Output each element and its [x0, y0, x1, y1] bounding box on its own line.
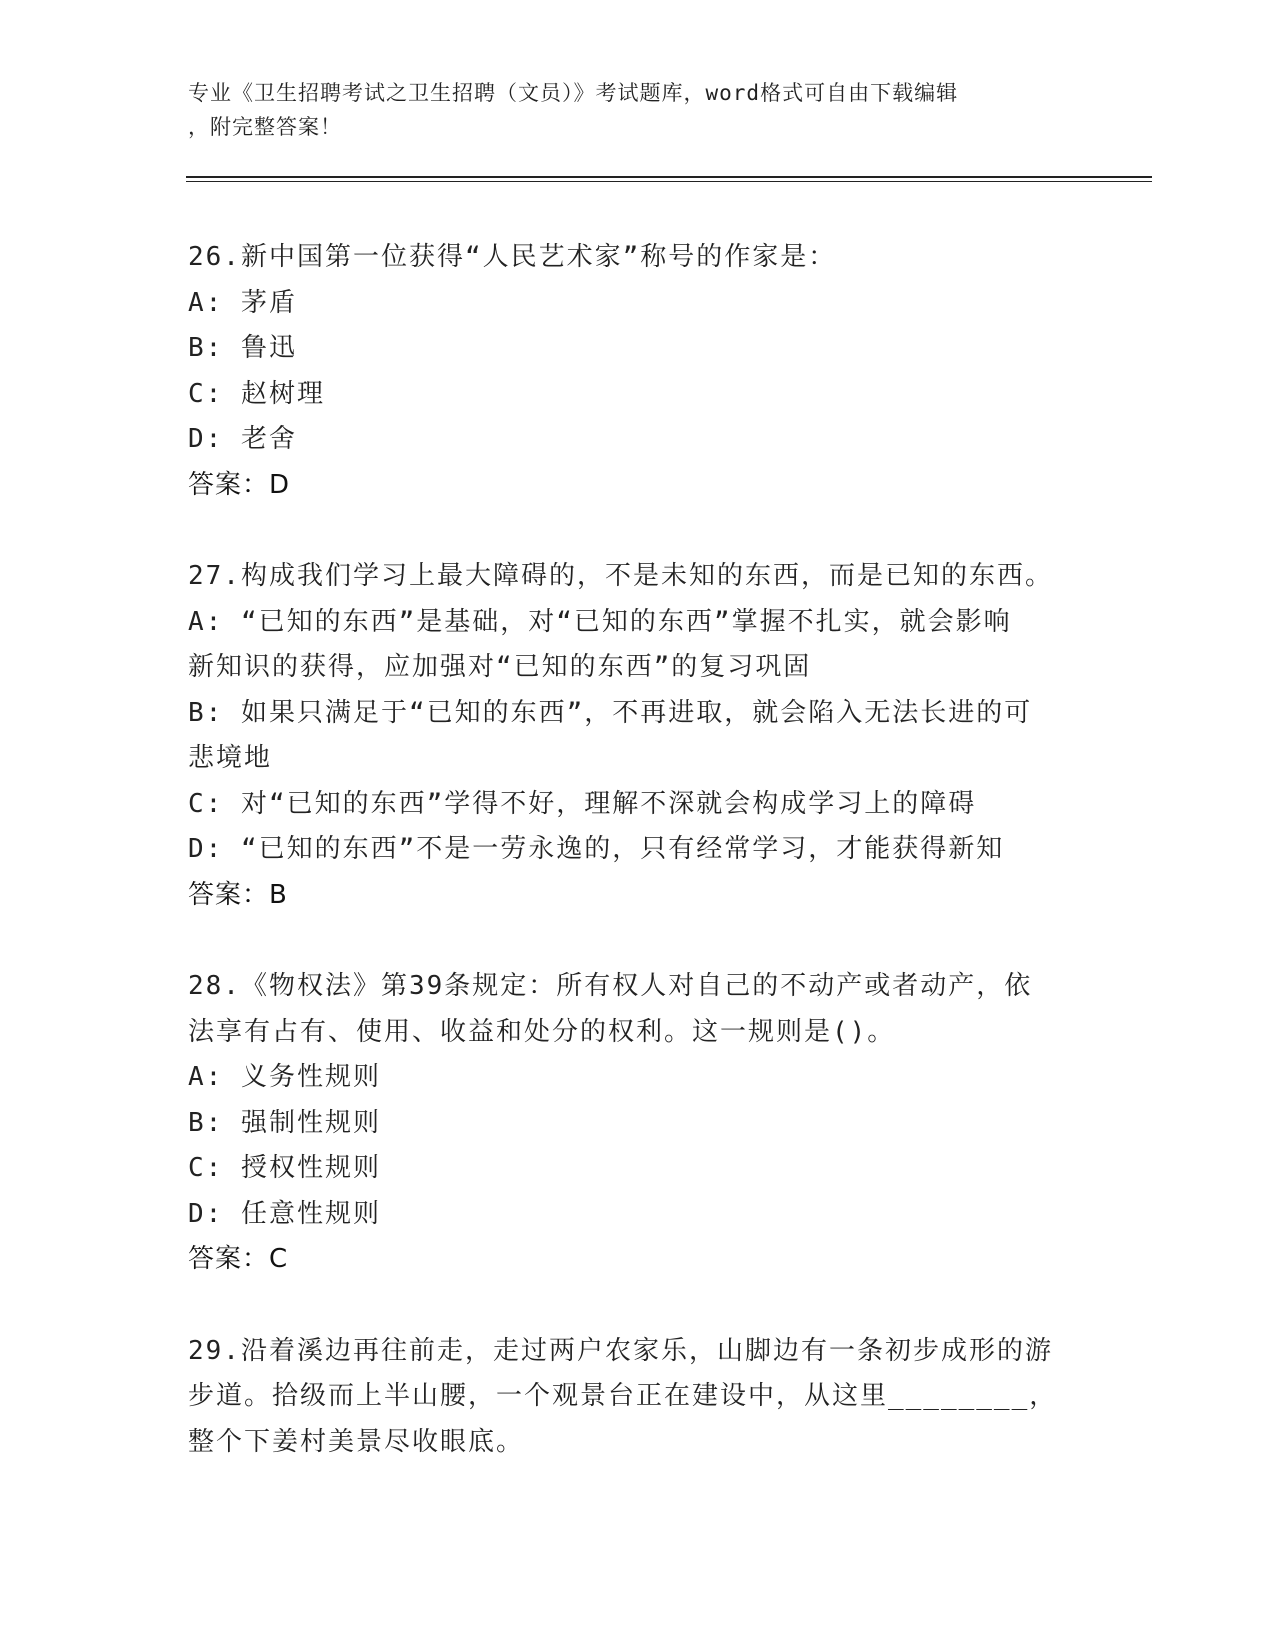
option-a-continued: 新知识的获得，应加强对“已知的东西”的复习巩固 — [188, 652, 812, 682]
document-header — [188, 76, 1068, 144]
option-c: C: 对“已知的东西”学得不好，理解不深就会构成学习上的障碍 — [188, 788, 977, 819]
option-b: B: 鲁迅 — [188, 333, 297, 363]
question-text: 26.新中国第一位获得“人民艺术家”称号的作家是： — [188, 242, 837, 272]
option-b: B: 强制性规则 — [188, 1107, 381, 1138]
option-a: A: “已知的东西”是基础，对“已知的东西”掌握不扎实，就会影响 — [188, 606, 1012, 637]
question-text: 28.《物权法》第39条规定：所有权人对自己的不动产或者动产，依 — [188, 971, 1033, 1001]
option-d: D: “已知的东西”不是一劳永逸的，只有经常学习，才能获得新知 — [188, 834, 1005, 864]
header-line-2: ，附完整答案！ — [188, 115, 342, 139]
option-d: D: 老舍 — [188, 424, 297, 454]
option-b: B: 如果只满足于“已知的东西”，不再进取，就会陷入无法长进的可 — [188, 697, 1033, 728]
question-28 — [188, 964, 1108, 1283]
question-text-continued: 法享有占有、使用、收益和处分的权利。这一规则是()。 — [188, 1016, 896, 1047]
question-27 — [188, 554, 1108, 918]
question-29 — [188, 1329, 1108, 1466]
question-text: 27.构成我们学习上最大障碍的，不是未知的东西，而是已知的东西。 — [188, 561, 1053, 591]
header-line-1: 专业《卫生招聘考试之卫生招聘（文员）》考试题库，word格式可自由下载编辑 — [188, 81, 959, 105]
option-b-continued: 悲境地 — [188, 743, 273, 773]
answer-label: 答案：D — [188, 469, 291, 500]
answer-label: 答案：C — [188, 1244, 289, 1274]
option-c: C: 赵树理 — [188, 378, 325, 409]
question-26 — [188, 235, 1108, 508]
option-a: A: 义务性规则 — [188, 1062, 381, 1092]
option-c: C: 授权性规则 — [188, 1153, 381, 1183]
question-text-continued: 步道。拾级而上半山腰，一个观景台正在建设中，从这里________， — [188, 1381, 1058, 1411]
option-d: D: 任意性规则 — [188, 1198, 381, 1229]
option-a: A: 茅盾 — [188, 287, 297, 318]
question-list — [188, 235, 1108, 1511]
question-text-continued: 整个下姜村美景尽收眼底。 — [188, 1426, 525, 1457]
answer-label: 答案：B — [188, 879, 288, 910]
header-divider-thin — [186, 181, 1152, 182]
header-divider-thick — [186, 176, 1152, 178]
question-text: 29.沿着溪边再往前走，走过两户农家乐，山脚边有一条初步成形的游 — [188, 1335, 1053, 1366]
